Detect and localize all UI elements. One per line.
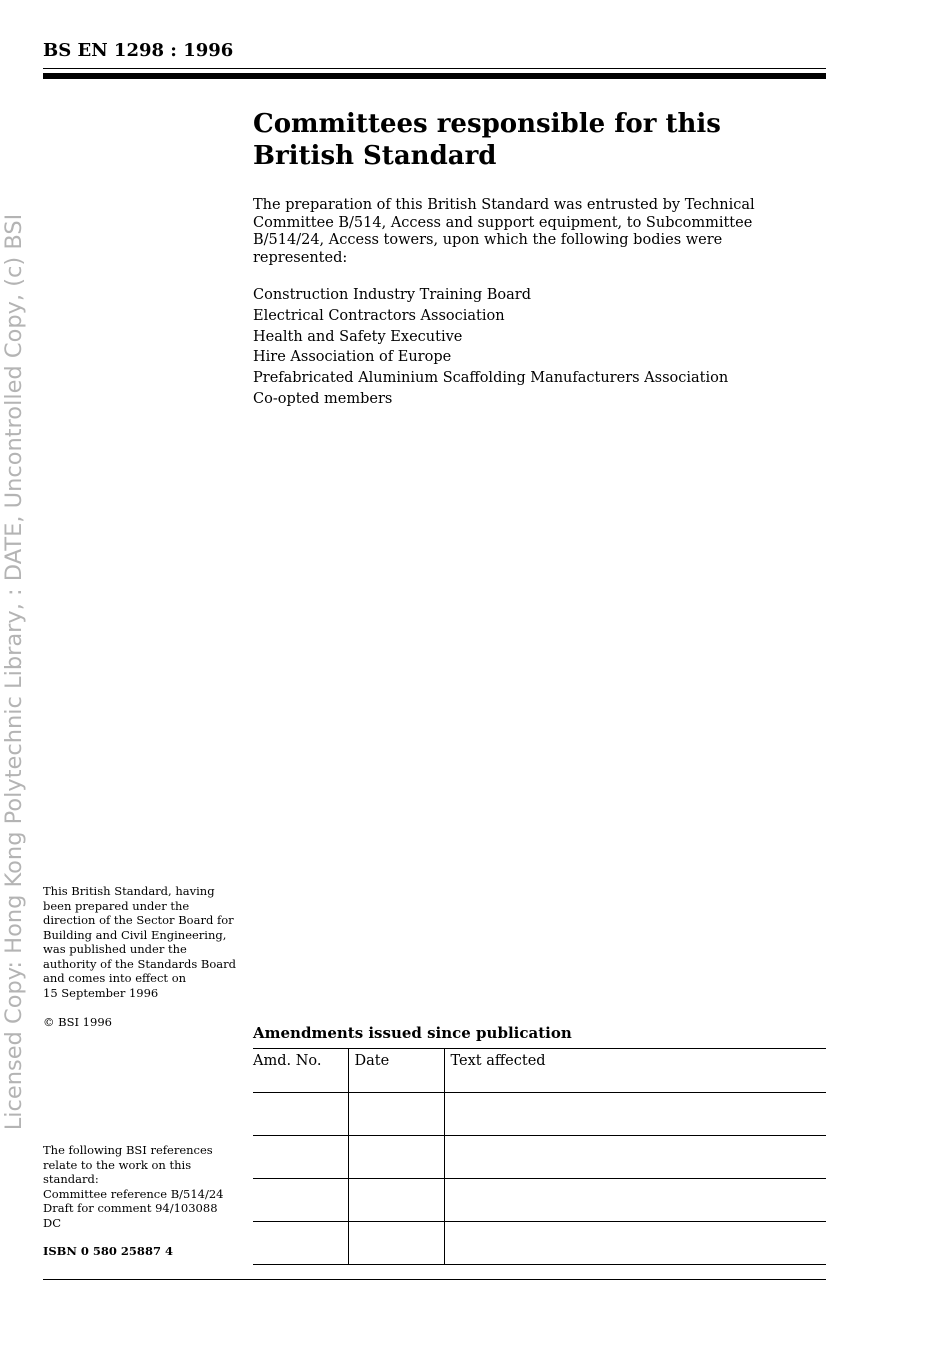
reference-line: standard: xyxy=(43,1172,99,1186)
standard-code: BS EN 1298 : 1996 xyxy=(43,40,234,61)
note-line: been prepared under the xyxy=(43,898,190,913)
table-cell xyxy=(253,1222,348,1265)
table-cell xyxy=(348,1222,444,1265)
reference-line: Draft for comment 94/103088 DC xyxy=(43,1201,218,1230)
column-header-date: Date xyxy=(348,1049,444,1093)
table-row xyxy=(253,1179,826,1222)
list-item: Co-opted members xyxy=(253,390,393,407)
amendments-title: Amendments issued since publication xyxy=(253,1024,572,1042)
table-cell xyxy=(348,1093,444,1136)
column-header-text-affected: Text affected xyxy=(444,1049,826,1093)
column-header-amd-no: Amd. No. xyxy=(253,1049,348,1093)
reference-line: Committee reference B/514/24 xyxy=(43,1186,224,1201)
table-cell xyxy=(348,1179,444,1222)
title-line-1: Committees responsible for this xyxy=(253,109,721,139)
reference-line: relate to the work on this xyxy=(43,1157,192,1172)
committee-intro: The preparation of this British Standard was entrusted by Technical Committee B/514, Access and support equipment, to Subcommittee B/514/24, Access towers, upon which the following bodies were represented: xyxy=(253,197,755,266)
table-row xyxy=(253,1136,826,1179)
header-rule-thick xyxy=(43,73,826,79)
table-cell xyxy=(444,1136,826,1179)
table-cell xyxy=(253,1179,348,1222)
table-cell xyxy=(348,1136,444,1179)
table-cell xyxy=(444,1222,826,1265)
table-header-row xyxy=(253,1049,826,1093)
footer-rule xyxy=(43,1279,826,1280)
copyright-notice: © BSI 1996 xyxy=(43,1015,112,1029)
page-title xyxy=(253,108,813,172)
table-cell xyxy=(253,1093,348,1136)
table-row xyxy=(253,1093,826,1136)
bsi-references xyxy=(43,1143,238,1230)
isbn: ISBN 0 580 25887 4 xyxy=(43,1244,173,1258)
title-line-2: British Standard xyxy=(253,141,497,171)
header-rule-thin xyxy=(43,68,826,69)
amendments-table xyxy=(253,1048,826,1265)
list-item: Health and Safety Executive xyxy=(253,328,463,345)
list-item: Construction Industry Training Board xyxy=(253,287,531,303)
note-line: was published under the xyxy=(43,942,187,956)
note-line: 15 September 1996 xyxy=(43,985,159,1000)
list-item: Prefabricated Aluminium Scaffolding Manufacturers Association xyxy=(253,370,729,387)
reference-line: The following BSI references xyxy=(43,1143,213,1157)
note-line: Building and Civil Engineering, xyxy=(43,927,227,942)
list-item: Hire Association of Europe xyxy=(253,349,452,366)
note-line: This British Standard, having xyxy=(43,884,215,898)
table-row xyxy=(253,1222,826,1265)
table-cell xyxy=(444,1179,826,1222)
note-line: direction of the Sector Board for xyxy=(43,913,234,927)
note-line: and comes into effect on xyxy=(43,971,187,985)
list-item: Electrical Contractors Association xyxy=(253,307,505,324)
publication-note xyxy=(43,884,238,1000)
license-watermark: Licensed Copy: Hong Kong Polytechnic Library, : DATE, Uncontrolled Copy, (c) BSI xyxy=(1,213,27,1131)
table-cell xyxy=(253,1136,348,1179)
table-cell xyxy=(444,1093,826,1136)
note-line: authority of the Standards Board xyxy=(43,956,236,971)
represented-bodies-list xyxy=(253,285,728,410)
